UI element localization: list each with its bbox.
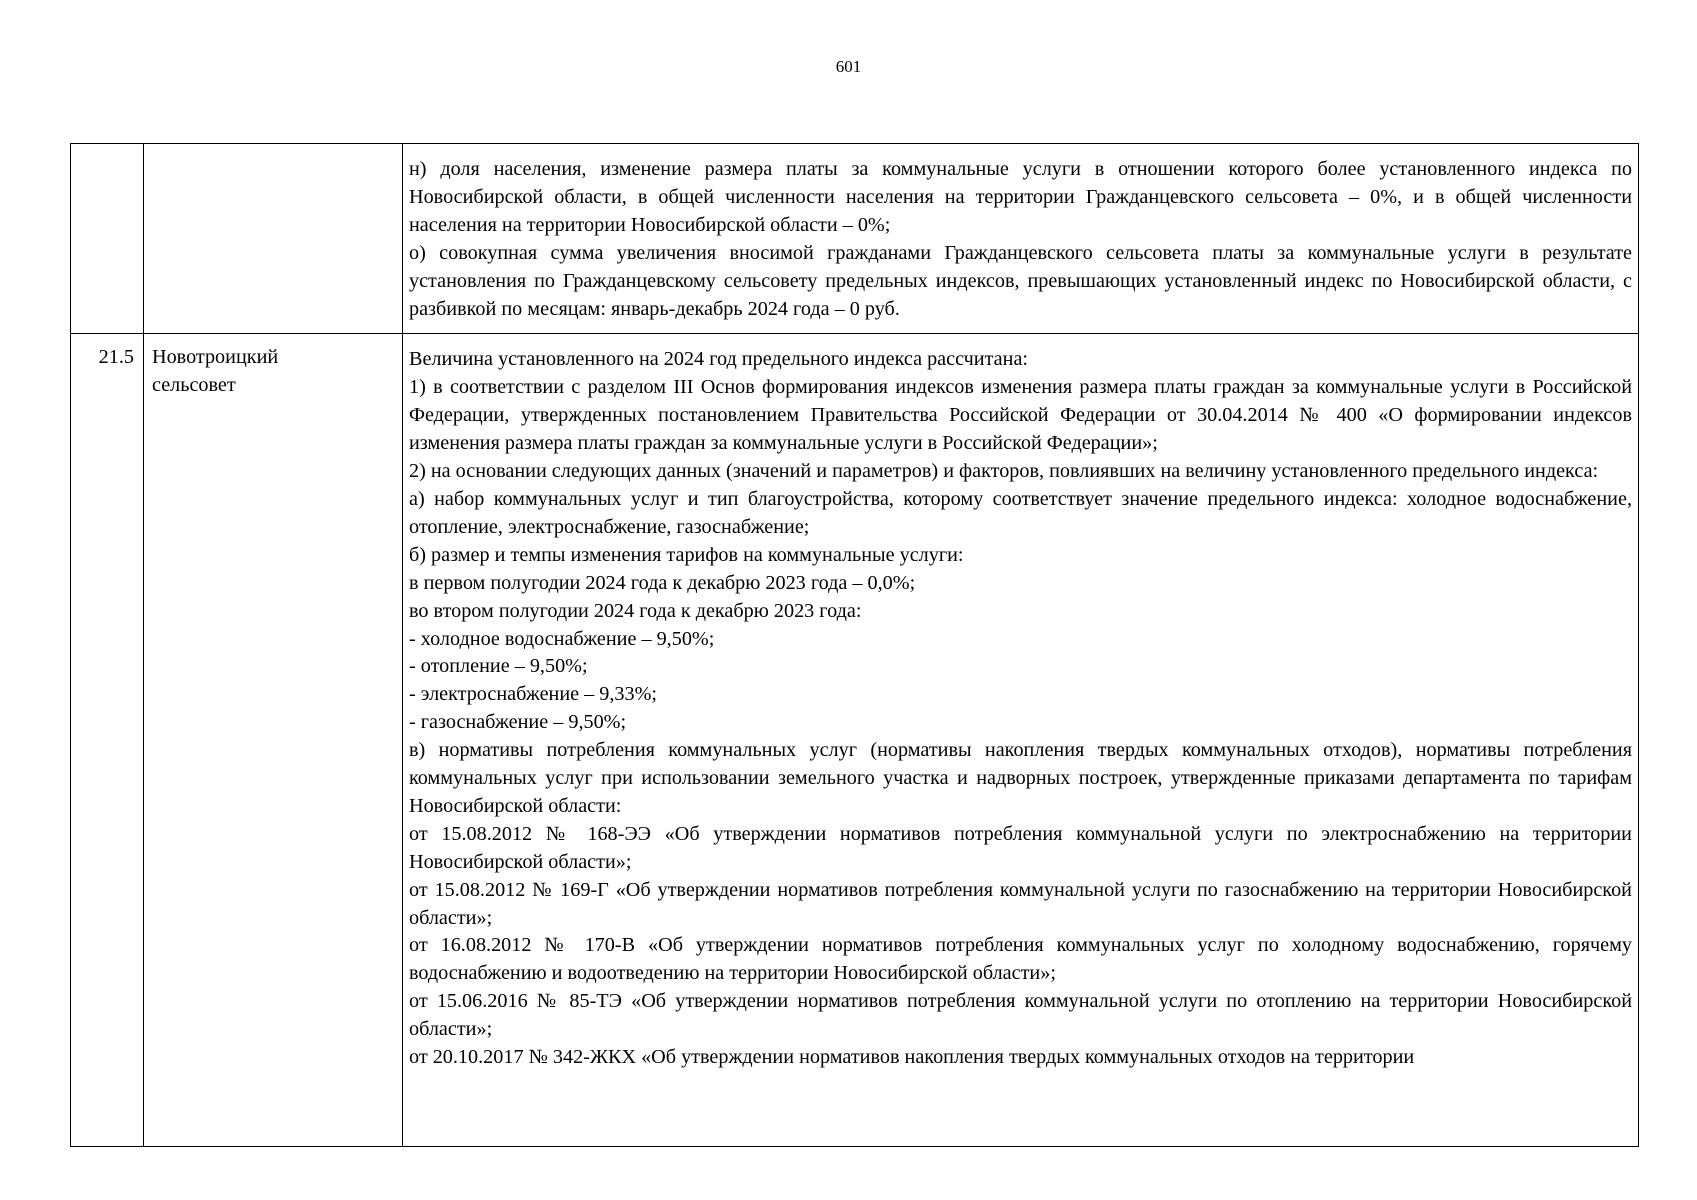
paragraph: о) совокупная сумма увеличения вносимой гражданами Гражданцевского сельсовета платы за коммунальные услуги в результате установления по Гражданцевскому сельсовету предельных индексов, превышающих установленный индекс по Новосибирской области, с разбивкой по месяцам: январь-декабрь 2024 года – 0 руб. xyxy=(409,241,1632,320)
municipality-cell xyxy=(144,144,403,334)
row-number-cell xyxy=(71,144,144,334)
description-cell xyxy=(403,334,1639,1147)
row-number: 21.5 xyxy=(98,346,134,369)
municipality-name-line: сельсовет xyxy=(152,374,236,397)
paragraph: 2) на основании следующих данных (значений и параметров) и факторов, повлиявших на величину установленного предельного индекса: xyxy=(409,460,1599,483)
paragraph: н) доля населения, изменение размера платы за коммунальные услуги в отношении которого более установленного индекса по Новосибирской области, в общей численности населения на территории Гражданцевского сельсовета – 0%, и в общей численности населения на территории Новосибирской области – 0%; xyxy=(409,158,1632,236)
paragraph: - холодное водоснабжение – 9,50%; xyxy=(409,627,715,650)
paragraph: Величина установленного на 2024 год предельного индекса рассчитана: xyxy=(409,348,1029,371)
document-table xyxy=(70,143,1639,1147)
table-row xyxy=(71,334,1639,1147)
paragraph: а) набор коммунальных услуг и тип благоустройства, которому соответствует значение предельного индекса: холодное водоснабжение, отопление, электроснабжение, газоснабжение; xyxy=(409,487,1632,538)
paragraph: 1) в соответствии с разделом III Основ формирования индексов изменения размера платы граждан за коммунальные услуги в Российской Федерации, утвержденных постановлением Правительства Российской Федерации от 30.04.2014 № 400 «О формировании индексов изменения размера платы граждан за коммунальные услуги в Российской Федерации»; xyxy=(409,376,1632,455)
paragraph: от 15.06.2016 № 85-ТЭ «Об утверждении нормативов потребления коммунальной услуги по отоплению на территории Новосибирской области»; xyxy=(409,990,1632,1041)
paragraph: в первом полугодии 2024 года к декабрю 2023 года – 0,0%; xyxy=(409,571,916,594)
page-number: 601 xyxy=(835,57,862,76)
paragraph: - отопление – 9,50%; xyxy=(409,655,588,678)
paragraph: от 20.10.2017 № 342-ЖКХ «Об утверждении нормативов накопления твердых коммунальных отходов на территории xyxy=(409,1046,1415,1069)
paragraph: в) нормативы потребления коммунальных услуг (нормативы накопления твердых коммунальных отходов), нормативы потребления коммунальных услуг при использовании земельного участка и надворных построек, утвержденные приказами департамента по тарифам Новосибирской области: xyxy=(409,739,1632,817)
paragraph: от 16.08.2012 № 170-В «Об утверждении нормативов потребления коммунальных услуг по холодному водоснабжению, горячему водоснабжению и водоотведению на территории Новосибирской области»; xyxy=(409,934,1632,985)
paragraph: - электроснабжение – 9,33%; xyxy=(409,683,658,706)
paragraph: от 15.08.2012 № 168-ЭЭ «Об утверждении нормативов потребления коммунальной услуги по электроснабжению на территории Новосибирской области»; xyxy=(409,822,1632,873)
paragraph: - газоснабжение – 9,50%; xyxy=(409,711,627,734)
municipality-cell xyxy=(144,334,403,1147)
table-row xyxy=(71,144,1639,334)
paragraph: б) размер и темпы изменения тарифов на коммунальные услуги: xyxy=(409,543,964,566)
description-cell xyxy=(403,144,1639,334)
paragraph: во втором полугодии 2024 года к декабрю 2023 года: xyxy=(409,599,862,622)
paragraph: от 15.08.2012 № 169-Г «Об утверждении нормативов потребления коммунальной услуги по газоснабжению на территории Новосибирской области»; xyxy=(409,878,1632,929)
row-number-cell xyxy=(71,334,144,1147)
municipality-name-line: Новотроицкий xyxy=(152,346,279,369)
